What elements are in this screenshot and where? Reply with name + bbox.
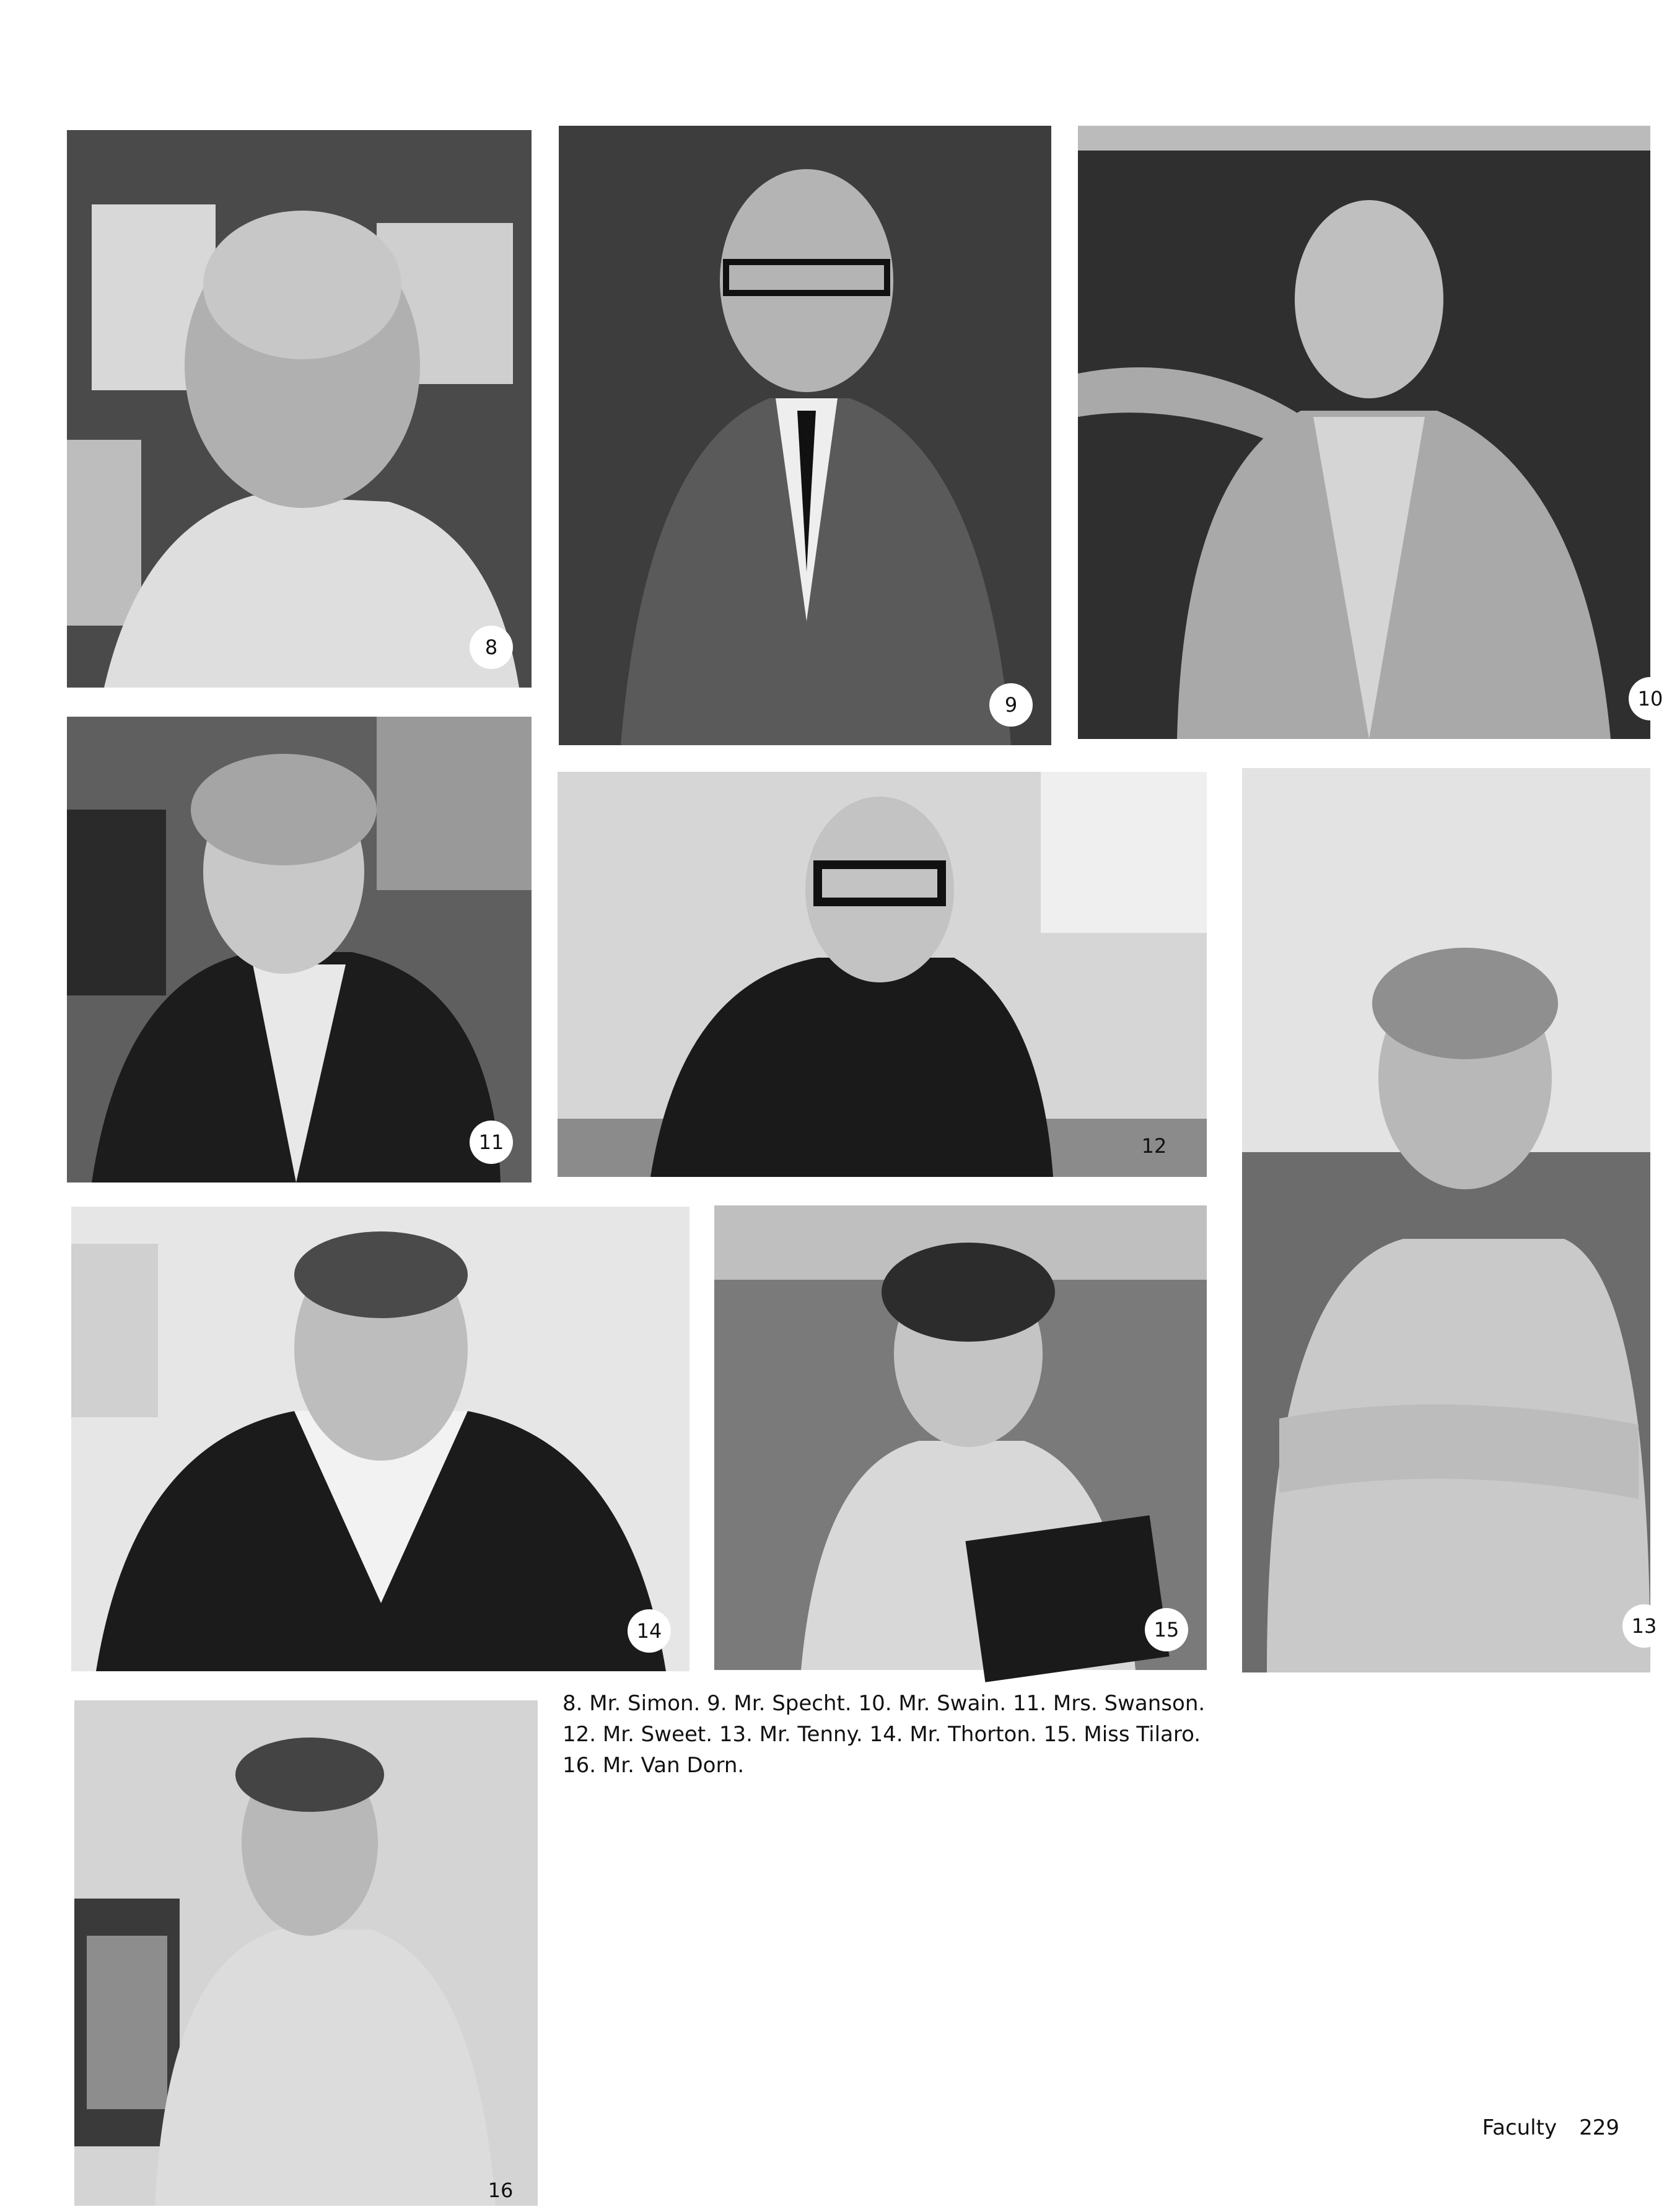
caption-line: 8. Mr. Simon. 9. Mr. Specht. 10. Mr. Swain. 11. Mrs. Swanson. (562, 1691, 1206, 1716)
faculty-photo-16 (74, 1700, 538, 2206)
caption-line: 16. Mr. Van Dorn. (562, 1753, 745, 1778)
photo-number-badge: 13 (1622, 1604, 1666, 1648)
portrait-image (558, 772, 1207, 1177)
portrait-image (71, 1207, 689, 1671)
portrait-image (714, 1205, 1207, 1670)
caption-line: 12. Mr. Sweet. 13. Mr. Tenny. 14. Mr. Thorton. 15. Miss Tilaro. (562, 1722, 1201, 1747)
portrait-image (67, 130, 532, 688)
photo-caption (562, 1688, 1219, 1781)
photo-number-badge: 11 (470, 1121, 513, 1164)
portrait-image (1078, 126, 1650, 739)
portrait-image (74, 1700, 538, 2206)
page-footer (1482, 2115, 1619, 2140)
portrait-image (1242, 768, 1650, 1672)
page-number: 229 (1579, 2115, 1619, 2140)
photo-number-badge: 8 (470, 626, 513, 669)
faculty-photo-11 (67, 717, 532, 1183)
faculty-photo-12 (558, 772, 1207, 1177)
portrait-image (67, 717, 532, 1183)
photo-number-badge: 10 (1629, 677, 1672, 720)
faculty-photo-15 (714, 1205, 1207, 1670)
photo-number-badge: 14 (628, 1609, 671, 1653)
photo-number-badge: 15 (1145, 1608, 1188, 1651)
photo-number-badge: 9 (989, 683, 1033, 727)
faculty-photo-10 (1078, 126, 1663, 739)
faculty-photo-13 (1242, 768, 1657, 1672)
photo-number-badge: 12 (1141, 1134, 1167, 1158)
faculty-photo-9 (559, 126, 1051, 745)
portrait-image (559, 126, 1051, 745)
faculty-photo-14 (71, 1207, 689, 1671)
photo-number-badge: 16 (488, 2179, 514, 2202)
faculty-photo-8 (67, 130, 532, 688)
section-title: Faculty (1482, 2115, 1557, 2140)
